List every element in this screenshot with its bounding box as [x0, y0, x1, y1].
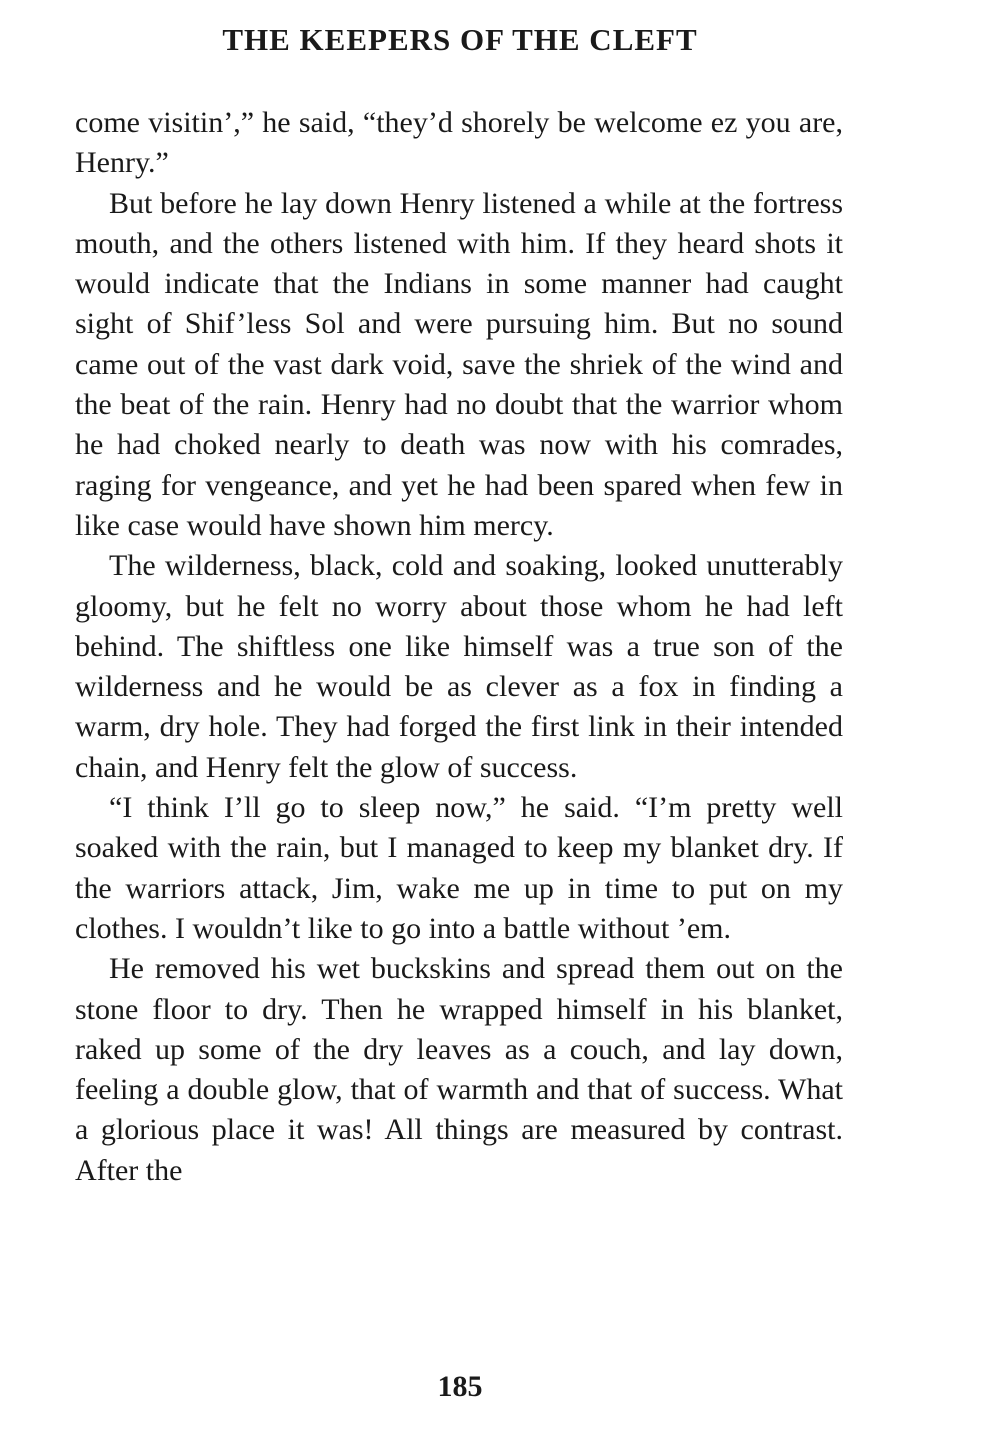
paragraph: The wilderness, black, cold and soaking, looked unutterably gloomy, but he felt no worry about those whom he had left behind. The shiftless one like himself was a true son of the wilderness and he would be as clever as a fox in finding a warm, dry hole. They had forged the first link in their intended chain, and Henry felt the glow of success.: [75, 549, 843, 784]
page-body: [75, 103, 843, 1191]
paragraph: But before he lay down Henry listened a while at the fortress mouth, and the others listened with him. If they heard shots it would indicate that the Indians in some manner had caught sight of Shif’less Sol and were pursuing him. But no sound came out of the vast dark void, save the shriek of the wind and the beat of the rain. Henry had no doubt that the warrior whom he had choked nearly to death was now with his comrades, raging for vengeance, and yet he had been spared when few in like case would have shown him mercy.: [75, 186, 843, 542]
paragraph: He removed his wet buckskins and spread them out on the stone floor to dry. Then he wrapped himself in his blanket, raked up some of the dry leaves as a couch, and lay down, feeling a double glow, that of warmth and that of success. What a glorious place it was! All things are measured by contrast. After the: [75, 952, 843, 1187]
paragraph: come visitin’,” he said, “they’d shorely be welcome ez you are, Henry.”: [75, 106, 843, 180]
running-header-title: THE KEEPERS OF THE CLEFT: [222, 22, 698, 57]
page-number: 185: [437, 1370, 483, 1403]
paragraph: “I think I’ll go to sleep now,” he said. “I’m pretty well soaked with the rain, but I managed to keep my blanket dry. If the warriors attack, Jim, wake me up in time to put on my clothes. I wouldn’t like to go into a battle without ’em.: [75, 791, 843, 945]
